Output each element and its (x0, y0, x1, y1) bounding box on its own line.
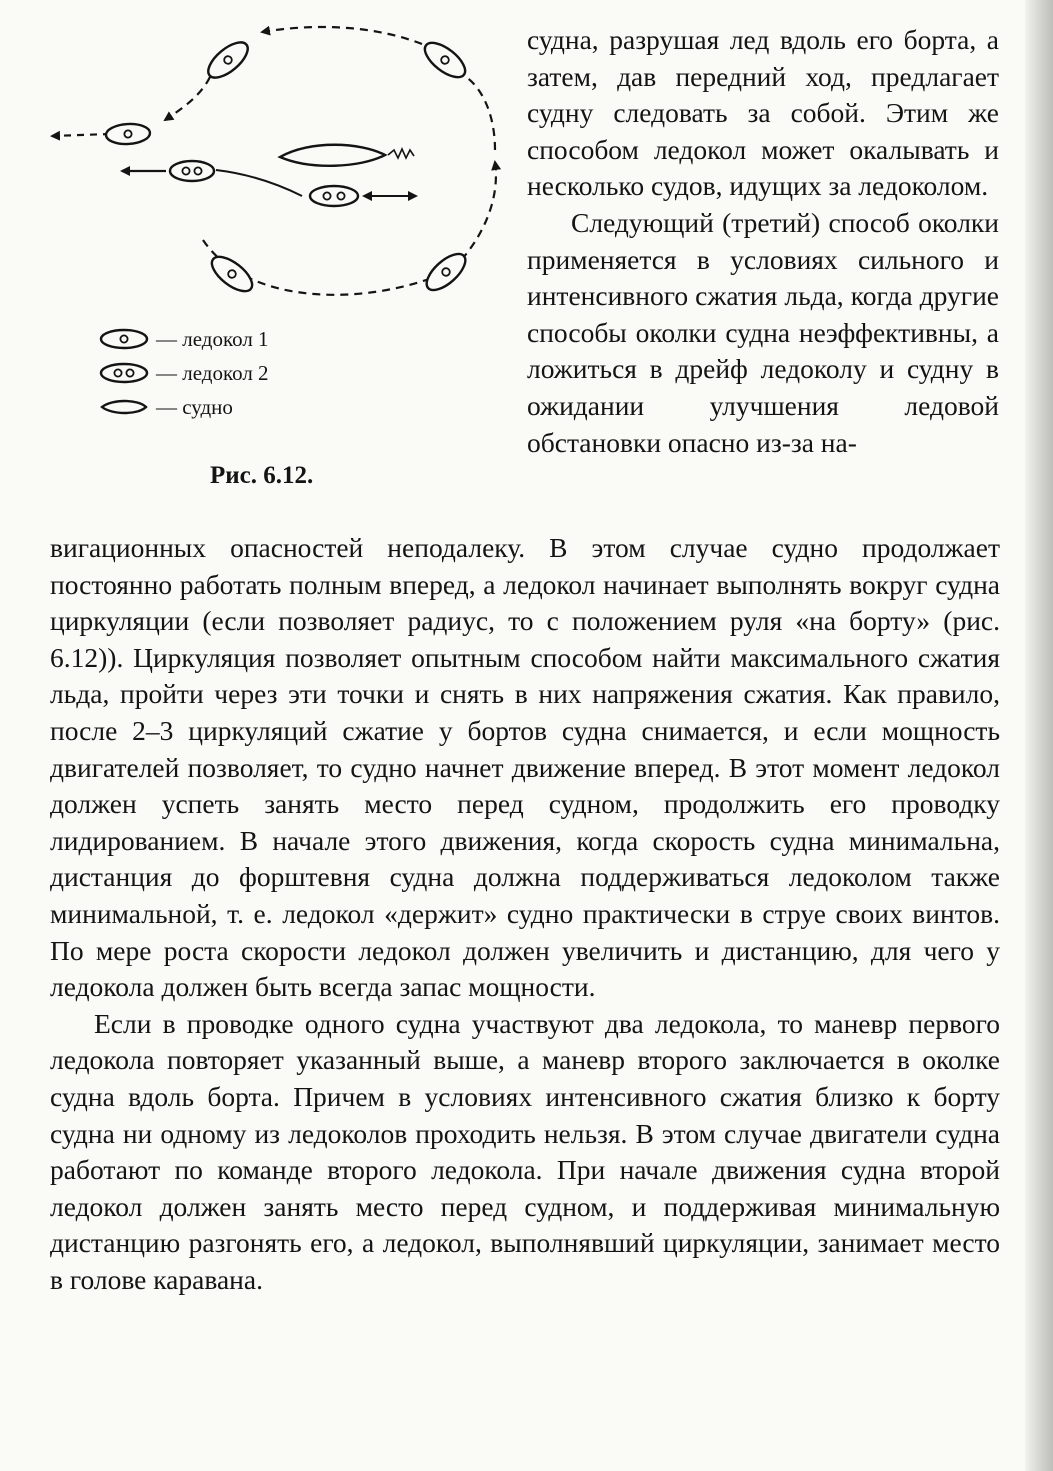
legend-label: — ледокол 1 (156, 326, 269, 351)
circulation-path-left (165, 77, 210, 120)
vessel-hull (280, 145, 385, 166)
icebreaker-2-leading (170, 161, 214, 181)
icebreaker-1-bottom-left (206, 251, 257, 298)
legend-row-vessel (98, 390, 269, 424)
icebreaker-1-top-right (419, 37, 470, 84)
circulation-diagram (40, 22, 520, 322)
legend-label: — судно (156, 394, 233, 419)
paragraph: вигационных опасностей неподалеку. В этом случае судно продолжает постоянно работать полным вперед, а ледокол начинает выполнять вокруг судна циркуляции (если позволяет радиус, то с положением руля «на борту» (рис. 6.12)). Циркуляция позволяет опытным способом найти максимального сжатия льда, пройти через эти точки и снять в них напряжения сжатия. Как правило, после 2–3 циркуляций сжатие у бортов судна снимается, и если мощность двигателей позволяет, то судно начнет движение вперед. В этот момент ледокол должен успеть занять место перед судном, продолжить его проводку лидированием. В начале этого движения, когда скорость судна минимальна, дистанция до форштевня судна должна поддерживаться ледоколом также минимальной, т. е. ледокол «держит» судно практически в струе своих винтов. По мере роста скорости ледокол должен увеличить и дистанцию, для чего у ледокола должен быть всегда запас мощности. (50, 532, 1000, 1003)
icebreaker-1-bottom-right (421, 248, 471, 296)
figure-6-12 (40, 22, 520, 527)
departure-path (52, 134, 110, 136)
vessel-symbol (98, 395, 150, 419)
wake-line (216, 170, 302, 196)
circulation-path-top (262, 27, 422, 44)
figure-legend (98, 322, 269, 424)
vessel-wake-zigzag (388, 149, 414, 158)
figure-caption: Рис. 6.12. (210, 462, 314, 489)
circulation-path-right-upper (458, 72, 495, 150)
icebreaker-1-left (106, 123, 151, 145)
icebreaker-2-symbol (98, 361, 150, 385)
paragraph: Если в проводке одного судна участвуют два ледокола, то маневр первого ледокола повторяет указанный выше, а маневр второго заключается в околке судна вдоль борта. Причем в условиях интенсивного сжатия близко к борту судна ни одному из ледоколов проходить нельзя. В этом случае двигатели судна работают по команде второго ледокола. При начале движения судна второй ледокол должен занять место перед судном, и поддерживая минимальную дистанцию разгонять его, а ледокол, выполнявший циркуляции, занимает место в голове каравана. (50, 1007, 1000, 1295)
body-text (50, 530, 1000, 1298)
icebreaker-1-top-left (203, 36, 254, 84)
paragraph: судна, разрушая лед вдоль его борта, а затем, дав передний ход, предлагает судну следовать за собой. Этим же способом ледокол может окалывать и несколько судов, идущих за ледоколом. (527, 24, 999, 202)
legend-row-icebreaker-2 (98, 356, 269, 390)
icebreaker-2-alongside (310, 186, 358, 206)
paragraph: Следующий (третий) способ околки применяется в условиях сильного и интенсивного сжатия льда, когда другие способы околки судна неэффективны, а ложиться в дрейф ледоколу и судну в ожидании улучшения ледовой обстановки опасно из-за на- (527, 206, 999, 458)
icebreaker-1-symbol (98, 327, 150, 351)
page-edge-shadow (1025, 0, 1053, 1471)
legend-row-icebreaker-1 (98, 322, 269, 356)
legend-label: — ледокол 2 (156, 360, 269, 385)
right-column-text (527, 22, 999, 461)
